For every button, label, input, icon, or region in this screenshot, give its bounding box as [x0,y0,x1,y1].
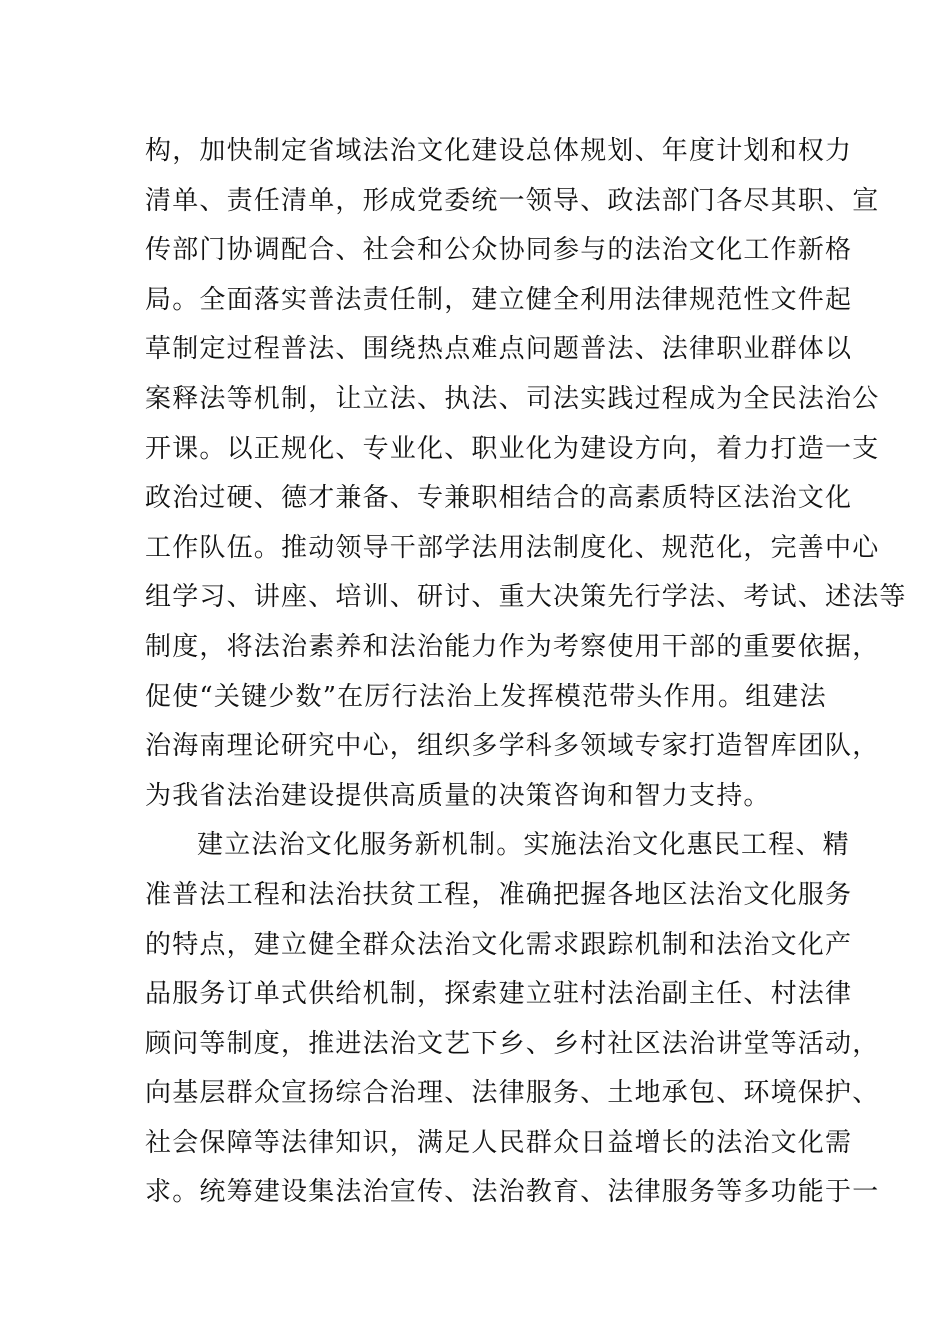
text-line: 草制定过程普法、围绕热点难点问题普法、法律职业群体以 [145,334,853,365]
text-line: 工作队伍。推动领导干部学法用法制度化、规范化，完善中心 [145,532,880,563]
text-line: 求。统筹建设集法治宣传、法治教育、法律服务等多功能于一 [145,1177,880,1208]
text-line: 顾问等制度，推进法治文艺下乡、乡村社区法治讲堂等活动， [145,1028,880,1059]
text-line: 促使“关键少数”在厉行法治上发挥模范带头作用。组建法 [145,681,827,712]
text-line: 政治过硬、德才兼备、专兼职相结合的高素质特区法治文化 [145,483,853,514]
text-line: 清单、责任清单，形成党委统一领导、政法部门各尽其职、宣 [145,185,880,216]
text-line: 构，加快制定省域法治文化建设总体规划、年度计划和权力 [145,136,853,166]
text-line: 制度，将法治素养和法治能力作为考察使用干部的重要依据， [145,631,880,662]
text-line: 品服务订单式供给机制，探索建立驻村法治副主任、村法律 [145,979,853,1010]
text-line: 组学习、讲座、培训、研讨、重大决策先行学法、考试、述法等 [145,582,907,613]
text-line: 案释法等机制，让立法、执法、司法实践过程成为全民法治公 [145,383,880,414]
text-line: 的特点，建立健全群众法治文化需求跟踪机制和法治文化产 [145,929,853,960]
paragraph-start-line: 建立法治文化服务新机制。实施法治文化惠民工程、精 [197,830,850,861]
text-line: 治海南理论研究中心，组织多学科多领域专家打造智库团队， [145,731,880,762]
text-line: 准普法工程和法治扶贫工程，准确把握各地区法治文化服务 [145,879,853,910]
text-line: 开课。以正规化、专业化、职业化为建设方向，着力打造一支 [145,433,880,464]
text-line: 为我省法治建设提供高质量的决策咨询和智力支持。 [145,780,771,811]
document-body [145,127,907,1218]
text-line: 传部门协调配合、社会和公众协同参与的法治文化工作新格 [145,235,853,266]
text-line: 社会保障等法律知识，满足人民群众日益增长的法治文化需 [145,1127,853,1158]
text-line: 局。全面落实普法责任制，建立健全利用法律规范性文件起 [145,284,853,315]
text-line: 向基层群众宣扬综合治理、法律服务、土地承包、环境保护、 [145,1078,880,1109]
